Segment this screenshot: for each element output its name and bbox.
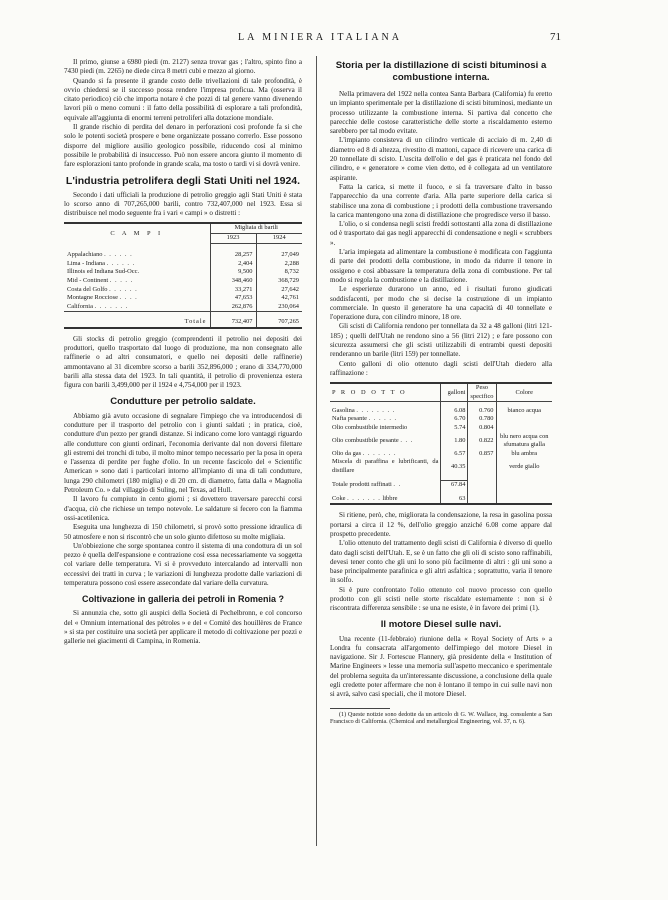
cell: 47,653 (210, 294, 256, 303)
paragraph: L'olio ottenuto del trattamento degli scisti di California è diverso di quello dato dagli scisti dell'Utah. E, se è un fatto che gli oli di scisto sono raffinabili, devesi tener conto che gli uni lo sono più facilmente di altri : gli uni sono a base principalmente parafinica e gli altri asfaltica ; soprattutto, varia il tenore in solfo. (330, 539, 552, 585)
row-label: Coke (332, 494, 346, 502)
row-label: California (67, 302, 93, 310)
paragraph: Una recente (11-febbraio) riunione della « Royal Society of Arts » a Londra fu consacrata all'argomento dell'impiego del motore Diesel in navigazione. Sir J. Fortescue Flannery, già presidente della « Institution of Marine Engineers » lesse una memoria sull'aspetto meccanico e sperimentale del problema seguita da un'interessante discussione, a conclusione della quale egli credette poter affermare che non è lontano il tempo in cui sulle navi non si avrà, salvo casi speciali, che il motore Diesel. (330, 634, 552, 699)
year-header: 1924 (256, 234, 302, 244)
unit-label: libbre (382, 494, 398, 502)
table-total-row (64, 312, 302, 328)
table-row (64, 268, 302, 277)
paragraph: Si ritiene, però, che, migliorata la condensazione, la resa in gasolina possa portarsi a circa il 12 %, dell'olio greggio anziché 6.08 come appare dal prospetto precedente. (330, 511, 552, 538)
row-label: Montagne Rocciose (67, 294, 118, 302)
row-label: Costa del Golfo (67, 285, 108, 293)
column-header-campi: C A M P I (64, 223, 210, 243)
cell: 2,404 (210, 260, 256, 269)
cell: 8,732 (256, 268, 302, 277)
paragraph: Cento galloni di olio ottenuto dagli scisti dell'Utah diedero alla raffinazione : (330, 359, 552, 377)
cell (496, 424, 552, 433)
cell: 33,271 (210, 286, 256, 295)
table-row (330, 458, 552, 475)
cell: 42,761 (256, 294, 302, 303)
running-title: LA MINIERA ITALIANA (238, 32, 402, 43)
cell: 0.822 (468, 433, 496, 450)
table-row: Costa del Golfo . . . . . . 33,271 27,642 (64, 286, 302, 295)
row-label: Lima - Indiana (67, 259, 105, 267)
right-column (330, 58, 552, 727)
paragraph: Il lavoro fu compiuto in cento giorni ; si dovettero traversare parecchi corsi d'acqua, ciò che richiese un tempo notevole. Le saldature si fecero con la fiamma ossi-acetilenica. (64, 495, 302, 522)
paragraph: Eseguita una lunghezza di 150 chilometri, si provò sotto pressione idraulica di 50 atmosfere e non si riscontrò che un solo giunto difettoso su molte migliaia. (64, 523, 302, 541)
cell: 0.760 (468, 407, 496, 416)
section-heading-usa: L'industria petrolifera degli Stati Uniti nel 1924. (65, 174, 301, 187)
row-label: Olio combustibile intermedio (332, 424, 408, 432)
paragraph: Abbiamo già avuto occasione di segnalare l'impiego che va introducendosi di condutture per il trasporto del petrolio con i giunti saldati ; in pratica, cioè, condutture d'un pezzo per grandi distanze. Si indicano come loro vantaggi riguardo alle condutture con giunti ordinari, l'economia derivante dal non doversi filettare gli estremi dei tronchi di tubo, il molto minor tempo necessario per la posa in opera e l'assenza di perdite per fughe d'olio. In un recente fascicolo del « Scientific American » sono dati i particolari intorno all'impianto di una di tali condutture, lunga 290 chilometri (180 miglia) e di 20 cm. di diametro, fatta dalla « Magnolia Petroleum Co. » dal villaggio di Suling, nel Texas, ad Hull. (64, 411, 302, 495)
table-total-row: Totale prodotti raffinati . . 67.84 (330, 481, 552, 490)
table-row: Mid - Continent . . . . . 348,460 368,729 (64, 277, 302, 286)
cell: verde giallo (496, 458, 552, 475)
section-heading-condutture: Condutture per petrolio saldate. (110, 395, 256, 407)
cell: 40.35 (441, 458, 468, 475)
cell: 6.08 (441, 407, 468, 416)
cell: 732,407 (210, 312, 256, 328)
cell: 28,257 (210, 251, 256, 260)
cell: 0.780 (468, 415, 496, 424)
table-row: Olio combustibile pesante . . . 1.80 0.822 blu nero acqua con sfumatura gialla (330, 433, 552, 450)
table-row: California . . . . . . . 262,876 230,064 (64, 303, 302, 312)
row-label: Mid - Continent (67, 276, 109, 284)
cell: 27,049 (256, 251, 302, 260)
table-row: Gasolina . . . . . . . . 6.08 0.760 bianco acqua (330, 407, 552, 416)
footnote: (1) Queste notizie sono dedotte da un articolo di G. W. Wallace, ing. consulente a San Francisco di California. (Chemical and metallurgical Engineering, vol. 37, n. 6). (330, 711, 552, 726)
section-heading-diesel: Il motore Diesel sulle navi. (380, 618, 502, 630)
total-label: Totale (64, 312, 210, 328)
table-row: Appalachiano . . . . . . 28,257 27,049 (64, 251, 302, 260)
cell: bianco acqua (496, 407, 552, 416)
table-row: Nafta pesante . . . . . . 6.70 0.780 (330, 415, 552, 424)
paragraph: L'olio, o si condensa negli scisti freddi sottostanti alla zona di distillazione od è trasportato dai gas negli apparecchi di condensazione e negli « scrubbers ». (330, 220, 552, 247)
paragraph: L'impianto consisteva di un cilindro verticale di acciaio di m. 2,40 di diametro ed 8 di altezza, rivestito di mattoni, capace di ricevere una carica di 20 tonnellate di scisto. L'uscita dell'olio e del gas è praticata nel fondo del cilindro, e « generatore » come vien detto, ed è collegata ad un ventilatore aspirante. (330, 136, 552, 182)
cell: 0.857 (468, 450, 496, 459)
column-header-prodotto: P R O D O T T O (330, 383, 441, 402)
row-label: Appalachiano (67, 251, 103, 259)
paragraph: Un'obbiezione che sorge spontanea contro il sistema di una condottura di un sol pezzo è quella dell'espansione e contrazione così essa necessariamente va soggetta col variare delle temperatura. Vi si è provveduto intercalando ad intervalli non eccessivi dei tratti in curva ; le variazioni di lunghezza prodotte dalle variazioni di temperatura possono così essere assecondate dal variare della curvatura. (64, 541, 302, 588)
row-label: Nafta pesante (332, 415, 367, 423)
cell: 9,500 (210, 268, 256, 277)
paragraph: Gli stocks di petrolio greggio (comprendenti il petrolio nei depositi dei produttori, quello trasportato dal luogo di produzione, ma non consegnato alle raffinerie o ad altri consumatori, e quello nei depositi delle raffinerie) ammontavano al 31 dicembre scorso a barili 352,896,000 ; erano di 334,770,000 barili alla stessa data del 1923. In tali quantità, il petrolio di provenienza estera figura con barili 3,499,000 per il 1924 e 4,754,000 per il 1923. (64, 334, 302, 390)
table-row: Montagne Rocciose . . . . 47,653 42,761 (64, 294, 302, 303)
cell: blu ambra (496, 450, 552, 459)
cell (468, 458, 496, 475)
cell: 707,265 (256, 312, 302, 328)
paragraph: Fatta la carica, si mette il fuoco, e si fa traversare d'alto in basso l'apparecchio da una corrente d'aria. Alla parte superiore della carica si stabilisce una zona di combustione ; i prodotti della combustione traversando la carica mantengono una zona di distillazione che progredisce verso il basso. (330, 182, 552, 219)
row-label: Olio da gas (332, 449, 362, 457)
column-header-colore: Colore (496, 383, 552, 402)
cell: 0.804 (468, 424, 496, 433)
cell: blu nero acqua con sfumatura gialla (496, 433, 552, 450)
cell: 6.70 (441, 415, 468, 424)
table-row: Coke . . . . . . . libbre 63 (330, 495, 552, 505)
left-column (64, 58, 302, 647)
paragraph: Nella primavera del 1922 nella contea Santa Barbara (California) fu eretto un impianto sperimentale per la distillazione di scisti bituminosi, mediante un processo utilizzante la combustione interna. Si partiva dal concetto che parecchie delle costose caratteristiche delle storte a riscaldamento esterno sarebbero per tal modo evitate. (330, 90, 552, 136)
column-group-header: Migliaia di barili (210, 223, 302, 233)
cell (496, 415, 552, 424)
row-label: Olio combustibile pesante (332, 436, 399, 444)
cell: 262,876 (210, 303, 256, 312)
paragraph: Quando si fa presente il grande costo delle trivellazioni di tale profondità, è ovvio chiedersi se il successo possa rendere l'impresa proficua. Ma (osserva il citato periodico) ciò che importa notare è che pozzi di tal genere vanno divenendo lavori più o meno comuni : il fatto della possibilità di esplorare a tali profondità, equivale all'aggiunta di enormi terreni petroliferi alla dotazione mondiale. (64, 76, 302, 122)
column-header-peso: Peso specifico (468, 383, 496, 402)
paragraph: Le esperienze durarono un anno, ed i risultati furono giudicati soddisfacenti, per modo che si decise la costruzione di un impianto commerciale. In questo il generatore ha una capacità di 40 tonnellate e l'operazione dura, con cilindro minore, 18 ore. (330, 285, 552, 322)
oil-refining-table (330, 382, 552, 505)
cell: 27,642 (256, 286, 302, 295)
row-label: Gasolina (332, 406, 355, 414)
paragraph: Si annunzia che, sotto gli auspici della Società di Pechelbronn, e col concorso del « Omnium international des pétroles » e del « Comité des houillères de France » si sta per costituire una società per applicare il metodo di coltivazione per pozzi e gallerie nei giacimenti di Campina, in Romenia. (64, 609, 302, 646)
paragraph: L'aria impiegata ad alimentare la combustione è modificata con l'aggiunta di parte dei prodotti della combustione, in modo da ridurre il tenore in ossigeno e così abbassare la temperatura della zona di combustione. Per tal modo si regola la combustione e la distillazione. (330, 248, 552, 284)
row-label: Miscela di paraffina e lubrificanti, da distillare (332, 458, 439, 475)
cell: 230,064 (256, 303, 302, 312)
footnote-divider (330, 708, 390, 709)
usa-production-table (64, 222, 302, 328)
column-header-galloni: galloni (441, 383, 468, 402)
cell: 63 (441, 495, 468, 505)
paragraph: Il primo, giunse a 6980 piedi (m. 2127) senza trovar gas ; l'altro, spinto fino a 7430 piedi (m. 2265) ne diede circa 8 metri cubi e mezzo al giorno. (64, 58, 302, 76)
section-heading-romania: Coltivazione in galleria dei petroli in Romenia ? (81, 594, 285, 605)
section-heading-scisti: Storia per la distillazione di scisti bituminosi a combustione interna. (335, 60, 547, 83)
paragraph: Il grande rischio di perdita del denaro in perforazioni così profonde fa si che solo le potenti società prospere e bene organizzate possano correrlo. Esse possono disporre del migliore ausilio geologico possibile, riducendo così al minimo possibile le probabilità di insuccesso. Può non essere ancora giunto il momento di fare esplorazioni tanto profonde in grande scala, ma tosto o tardi vi si dovrà venire. (64, 123, 302, 169)
column-divider (316, 56, 317, 846)
row-label: Illinois ed Indiana Sud-Occ. (67, 268, 140, 276)
cell: 1.80 (441, 433, 468, 450)
year-header: 1923 (210, 234, 256, 244)
paragraph: Secondo i dati ufficiali la produzione di petrolio greggio agli Stati Uniti è stata lo scorso anno di 707,265,000 barili, contro 732,407,000 nel 1923. Essa si distribuisce nel modo seguente fra i vari « campi » o distretti : (64, 190, 302, 218)
table-row: Lima - Indiana . . . . . . 2,404 2,288 (64, 260, 302, 269)
cell: 6.57 (441, 450, 468, 459)
total-label: Totale prodotti raffinati (332, 480, 392, 488)
cell: 5.74 (441, 424, 468, 433)
paragraph: Gli scisti di California rendono per tonnellata da 32 a 48 galloni (litri 121-185) ; quelli dell'Utah ne rendono sino a 56 (litri 212) ; e fare possono con sicurezza assumersi che gli scisti utilizzabili di entrambi questi depositi renderanno un barile (litri 159) per tonnellate. (330, 322, 552, 359)
cell: 2,288 (256, 260, 302, 269)
table-row: Olio da gas . . . . . . . 6.57 0.857 blu ambra (330, 450, 552, 459)
cell: 368,729 (256, 277, 302, 286)
cell: 67.84 (441, 481, 468, 490)
cell: 348,460 (210, 277, 256, 286)
page-number: 71 (550, 31, 561, 43)
paragraph: Si è pure confrontato l'olio ottenuto col nuovo processo con quello prodotto con gli scisti nelle storte riscaldate esternamente : non si è riscontrata differenza sensibile : se una ne esiste, è in favore dei primi (1). (330, 585, 552, 613)
table-row (330, 424, 552, 433)
